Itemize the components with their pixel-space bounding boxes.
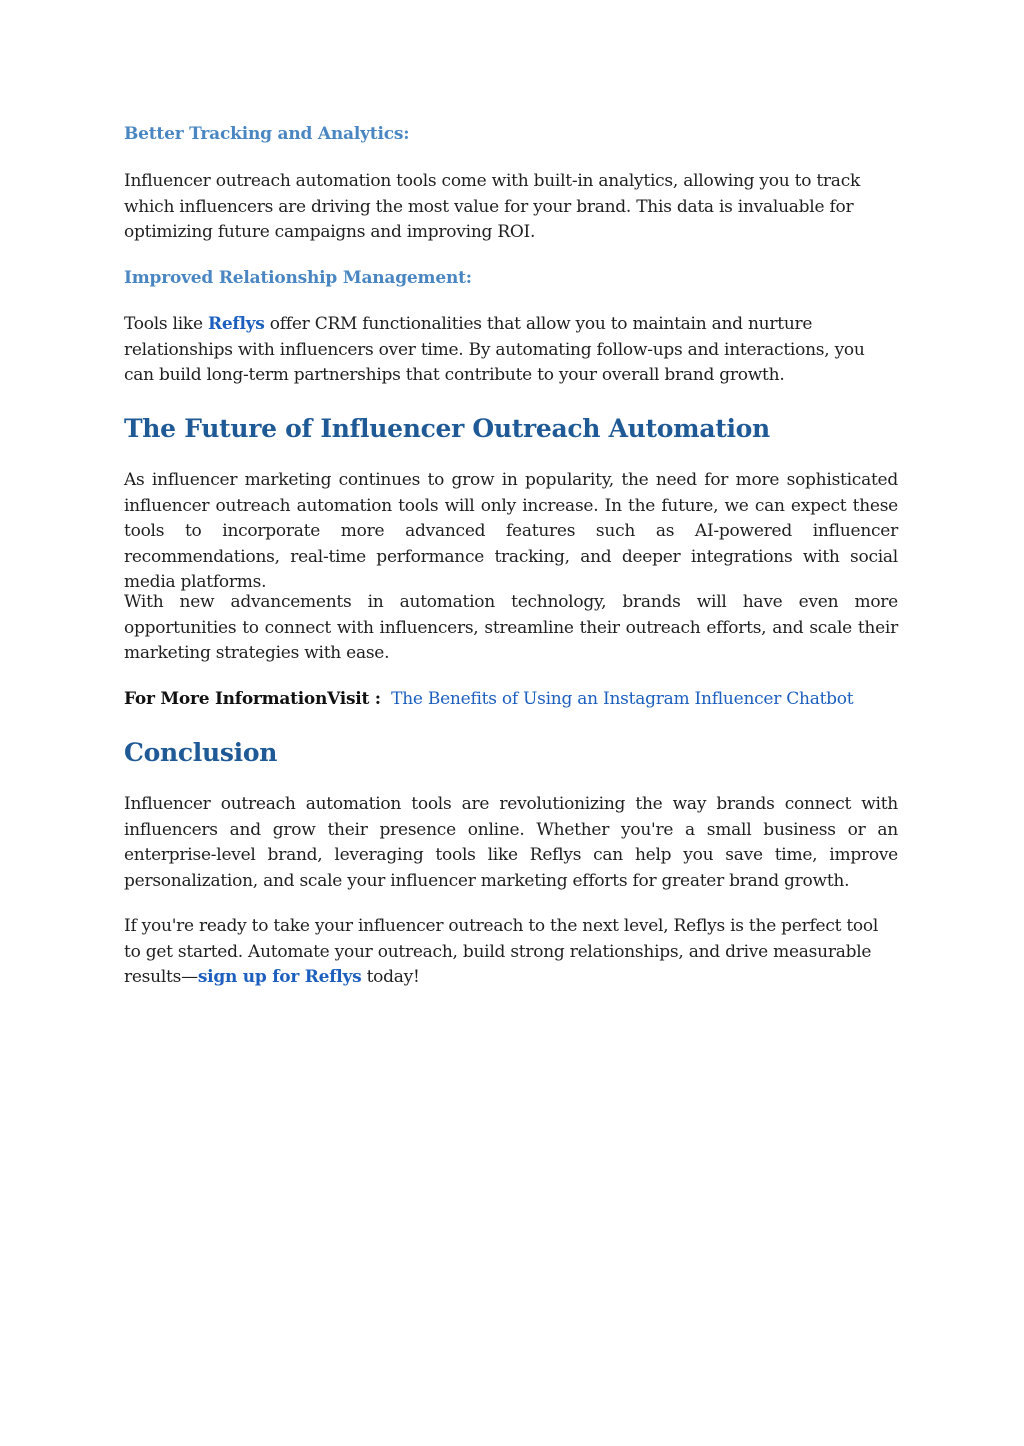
more-info-label: For More InformationVisit :: [124, 689, 381, 709]
future-paragraph-2: With new advancements in automation technology, brands will have even more opportunities to connect with influencers, streamline their outreach efforts, and scale their marketing strategies with ease.: [124, 592, 898, 663]
conclusion-prefix: If you're ready to take your influencer outreach to the next level, Reflys is the perfect tool to get started. Automate your outreach, build strong relationships, and drive measurable results—: [124, 916, 879, 987]
conclusion-heading: Conclusion: [124, 738, 278, 767]
reflys-link[interactable]: Reflys: [207, 314, 265, 334]
tracking-heading: Better Tracking and Analytics:: [124, 124, 410, 144]
conclusion-paragraph-2: [124, 914, 898, 991]
chatbot-article-link[interactable]: The Benefits of Using an Instagram Influencer Chatbot: [391, 689, 854, 709]
future-paragraph-1: As influencer marketing continues to grow in popularity, the need for more sophisticated influencer outreach automation tools will only increase. In the future, we can expect these tools to incorporate more advanced features such as AI-powered influencer recommendations, real-time performance tracking, and deeper integrations with social media platforms.: [124, 470, 898, 592]
tracking-paragraph: Influencer outreach automation tools come with built-in analytics, allowing you to track which influencers are driving the most value for your brand. This data is invaluable for optimizing future campaigns and improving ROI.: [124, 171, 861, 242]
conclusion-paragraph-1: Influencer outreach automation tools are revolutionizing the way brands connect with influencers and grow their presence online. Whether you're a small business or an enterprise-level brand, leveraging tools like Reflys can help you save time, improve personalization, and scale your influencer marketing efforts for greater brand growth.: [124, 794, 898, 891]
more-info-line: [124, 687, 898, 713]
conclusion-suffix: today!: [361, 967, 420, 987]
relationship-prefix: Tools like: [124, 314, 208, 334]
relationship-suffix: offer CRM functionalities that allow you to maintain and nurture relationships with influencers over time. By automating follow-ups and interactions, you can build long-term partnerships that contribute to your overall brand growth.: [124, 314, 865, 385]
future-heading: The Future of Influencer Outreach Automation: [124, 414, 770, 443]
relationship-heading: Improved Relationship Management:: [124, 268, 472, 288]
relationship-paragraph: [124, 312, 898, 389]
signup-reflys-link[interactable]: sign up for Reflys: [197, 967, 362, 987]
